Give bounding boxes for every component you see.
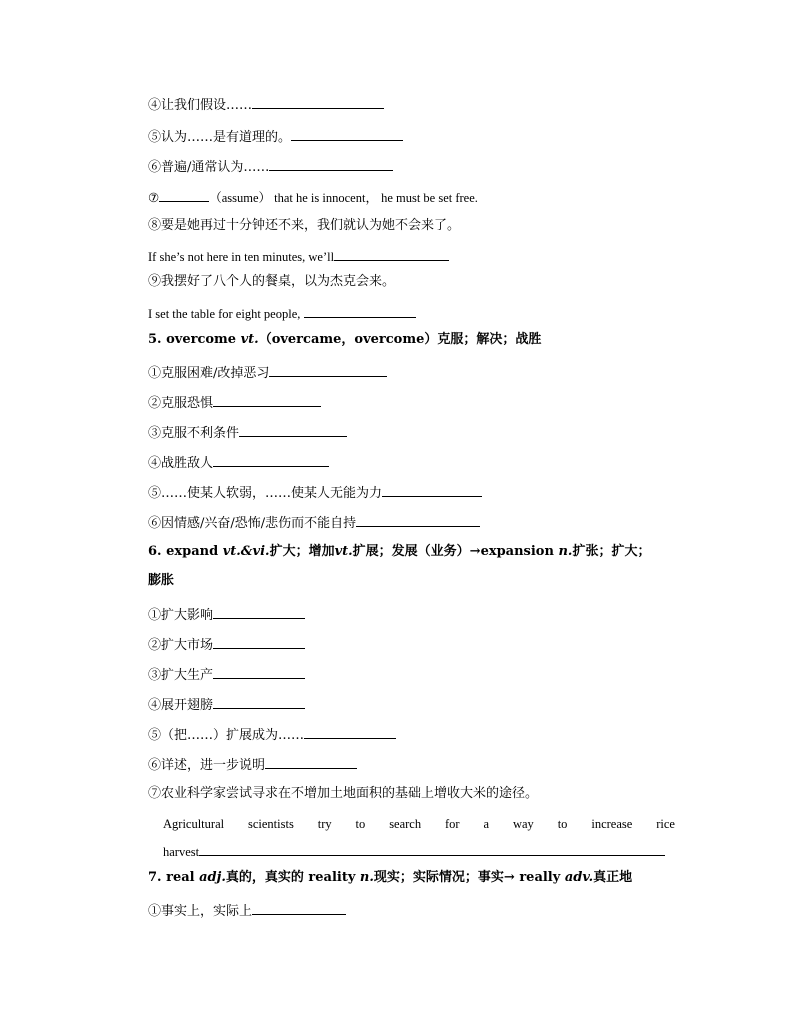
part-of-speech: n.	[359, 870, 374, 885]
item-number: ⑦	[148, 191, 160, 205]
heading-meaning: 扩张；扩大；	[572, 544, 651, 559]
exercise-item	[148, 126, 403, 147]
exercise-item	[148, 664, 305, 685]
answer-blank[interactable]	[213, 694, 305, 709]
item-text: ②克服恐惧	[148, 396, 214, 411]
exercise-item	[148, 634, 305, 655]
heading-meaning: 真正地	[593, 870, 633, 885]
exercise-item	[148, 694, 305, 715]
item-text: I set the table for eight people,	[148, 307, 301, 321]
exercise-item	[148, 754, 357, 775]
word: way	[512, 817, 534, 831]
answer-blank[interactable]	[213, 664, 305, 679]
answer-blank[interactable]	[252, 900, 346, 915]
answer-blank[interactable]	[213, 452, 329, 467]
exercise-item	[148, 452, 329, 473]
exercise-item	[148, 94, 384, 115]
part-of-speech: vt.&vi.	[222, 544, 270, 559]
exercise-item	[148, 187, 478, 207]
answer-blank[interactable]	[213, 392, 321, 407]
word: search	[389, 817, 422, 831]
section-heading	[148, 331, 541, 349]
word: rice	[656, 817, 675, 831]
item-text: ⑤认为……是有道理的。	[148, 130, 292, 145]
exercise-item	[148, 900, 346, 921]
heading-continuation	[148, 572, 174, 590]
heading-word: 5. overcome	[148, 332, 237, 347]
answer-blank[interactable]	[159, 187, 209, 202]
item-text: ③扩大生产	[148, 668, 214, 683]
item-text: ⑥详述，进一步说明	[148, 758, 266, 773]
answer-blank[interactable]	[269, 156, 393, 171]
item-text: ②扩大市场	[148, 638, 214, 653]
item-text: ⑤……使某人软弱，……使某人无能为力	[148, 486, 383, 501]
answer-blank[interactable]	[265, 754, 357, 769]
item-text: ⑤（把……）扩展成为……	[148, 728, 305, 743]
item-text: ⑦农业科学家尝试寻求在不增加土地面积的基础上增收大米的途径。	[148, 786, 539, 801]
item-text: ⑨我摆好了八个人的餐桌，以为杰克会来。	[148, 274, 396, 289]
part-of-speech: vt.	[334, 544, 353, 559]
item-text: ④战胜敌人	[148, 456, 214, 471]
word: scientists	[248, 817, 294, 831]
exercise-item	[163, 841, 665, 861]
part-of-speech: adj.	[199, 870, 226, 885]
heading-meaning: 现实；实际情况；事实→ really	[373, 870, 561, 885]
part-of-speech: adv.	[564, 870, 594, 885]
exercise-item	[148, 512, 480, 533]
word: a	[483, 817, 490, 831]
word: increase	[591, 817, 633, 831]
answer-blank[interactable]	[304, 303, 416, 318]
item-text: ①扩大影响	[148, 608, 214, 623]
heading-meaning: （overcame，overcome）克服；解决；战胜	[258, 332, 542, 347]
section-heading	[148, 869, 632, 887]
item-text: ⑥普遍/通常认为……	[148, 160, 270, 175]
exercise-item	[148, 303, 416, 323]
exercise-item	[148, 217, 460, 235]
item-text: ⑧要是她再过十分钟还不来，我们就认为她不会来了。	[148, 218, 461, 233]
answer-blank[interactable]	[199, 841, 665, 856]
item-text: ③克服不利条件	[148, 426, 240, 441]
exercise-item	[148, 273, 395, 291]
word: Agricultural	[163, 817, 225, 831]
item-text: ①克服困难/改掉恶习	[148, 366, 270, 381]
exercise-item	[148, 724, 396, 745]
exercise-item	[148, 362, 387, 383]
exercise-item	[148, 422, 347, 443]
word: to	[355, 817, 366, 831]
word: to	[557, 817, 568, 831]
answer-blank[interactable]	[213, 634, 305, 649]
part-of-speech: vt.	[240, 332, 259, 347]
section-heading	[148, 543, 650, 561]
item-text: ⑥因情感/兴奋/恐怖/悲伤而不能自持	[148, 516, 357, 531]
item-text: ④让我们假设……	[148, 98, 253, 113]
answer-blank[interactable]	[291, 126, 403, 141]
item-text: ④展开翅膀	[148, 698, 214, 713]
exercise-item	[148, 246, 449, 266]
exercise-item	[148, 392, 321, 413]
heading-word: 7. real	[148, 870, 195, 885]
answer-blank[interactable]	[304, 724, 396, 739]
heading-meaning: 膨胀	[148, 573, 175, 588]
part-of-speech: n.	[558, 544, 573, 559]
heading-meaning: 真的，真实的 reality	[225, 870, 356, 885]
item-text: （assume） that he is innocent， he must be set free.	[209, 191, 478, 205]
exercise-item	[148, 156, 393, 177]
item-text: ①事实上，实际上	[148, 904, 253, 919]
exercise-item	[148, 604, 305, 625]
heading-meaning: 扩大；增加	[269, 544, 335, 559]
item-text: harvest	[163, 845, 200, 859]
exercise-item	[148, 785, 538, 803]
answer-blank[interactable]	[269, 362, 387, 377]
item-text: If she’s not here in ten minutes, we’ll	[148, 250, 335, 264]
word: try	[317, 817, 332, 831]
answer-blank[interactable]	[356, 512, 480, 527]
word: for	[445, 817, 460, 831]
answer-blank[interactable]	[334, 246, 449, 261]
translation-line	[163, 815, 675, 833]
answer-blank[interactable]	[252, 94, 384, 109]
answer-blank[interactable]	[382, 482, 482, 497]
heading-word: 6. expand	[148, 544, 219, 559]
answer-blank[interactable]	[239, 422, 347, 437]
heading-meaning: 扩展；发展（业务）→expansion	[352, 544, 554, 559]
answer-blank[interactable]	[213, 604, 305, 619]
exercise-item	[148, 482, 482, 503]
